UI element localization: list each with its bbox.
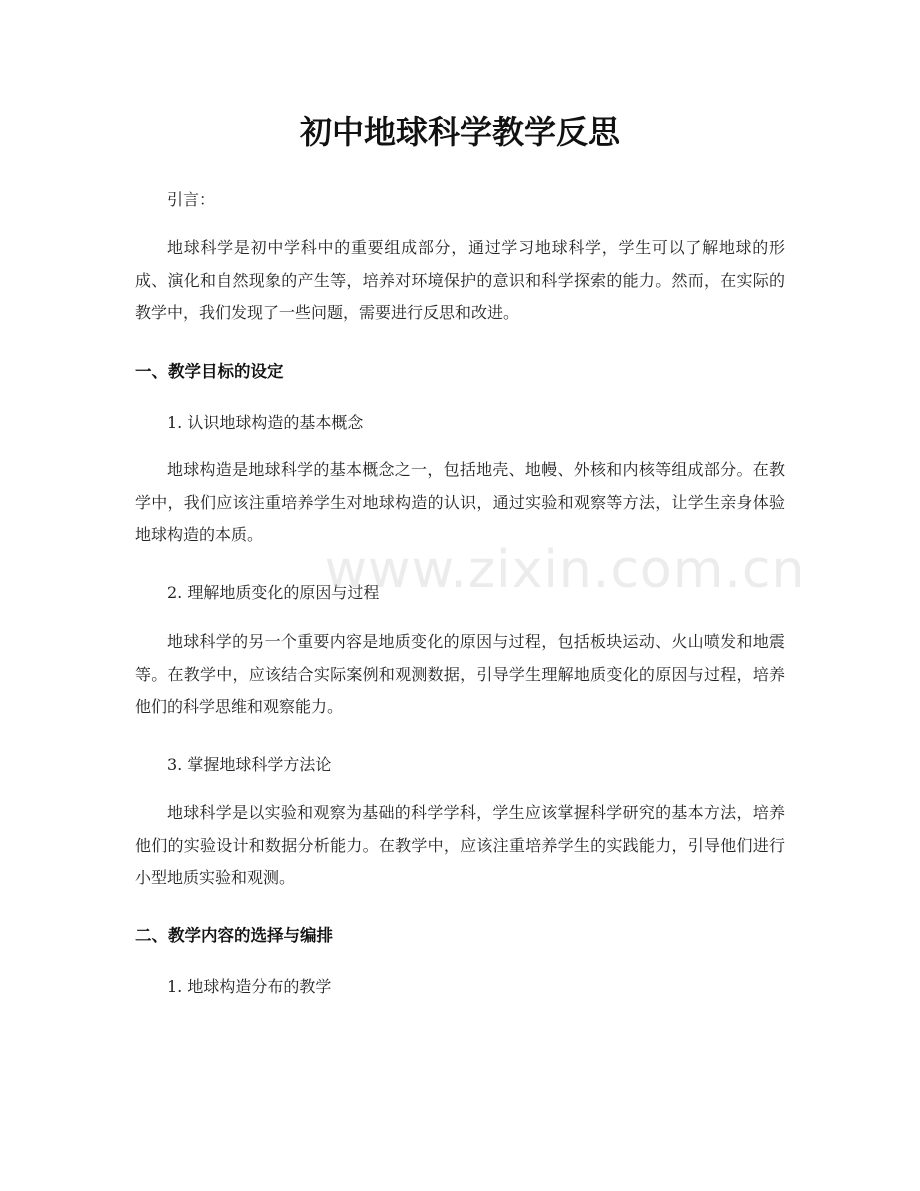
paragraph-1-3: 地球科学是以实验和观察为基础的科学学科，学生应该掌握科学研究的基本方法，培养他们的实验设计和数据分析能力。在教学中，应该注重培养学生的实践能力，引导他们进行小型地质实验和观测。	[135, 803, 785, 887]
paragraph-1-2: 地球科学的另一个重要内容是地质变化的原因与过程，包括板块运动、火山喷发和地震等。在教学中，应该结合实际案例和观测数据，引导学生理解地质变化的原因与过程，培养他们的科学思维和观察能力。	[135, 632, 785, 716]
section-heading-1: 一、教学目标的设定	[135, 362, 284, 381]
paragraph-1-1: 地球构造是地球科学的基本概念之一，包括地壳、地幔、外核和内核等组成部分。在教学中，我们应该注重培养学生对地球构造的认识，通过实验和观察等方法，让学生亲身体验地球构造的本质。	[135, 460, 785, 544]
intro-label: 引言：	[167, 190, 216, 209]
document-title: 初中地球科学教学反思	[299, 113, 620, 151]
watermark: www.zixin.com.cn	[324, 540, 806, 600]
subheading-1-1: 1. 认识地球构造的基本概念	[167, 413, 364, 432]
intro-paragraph: 地球科学是初中学科中的重要组成部分，通过学习地球科学，学生可以了解地球的形成、演化和自然现象的产生等，培养对环境保护的意识和科学探索的能力。然而，在实际的教学中，我们发现了一些问题，需要进行反思和改进。	[135, 238, 785, 322]
subheading-2-1: 1. 地球构造分布的教学	[167, 977, 332, 996]
section-heading-2: 二、教学内容的选择与编排	[135, 926, 333, 945]
subheading-1-3: 3. 掌握地球科学方法论	[167, 755, 332, 774]
subheading-1-2: 2. 理解地质变化的原因与过程	[167, 583, 380, 602]
